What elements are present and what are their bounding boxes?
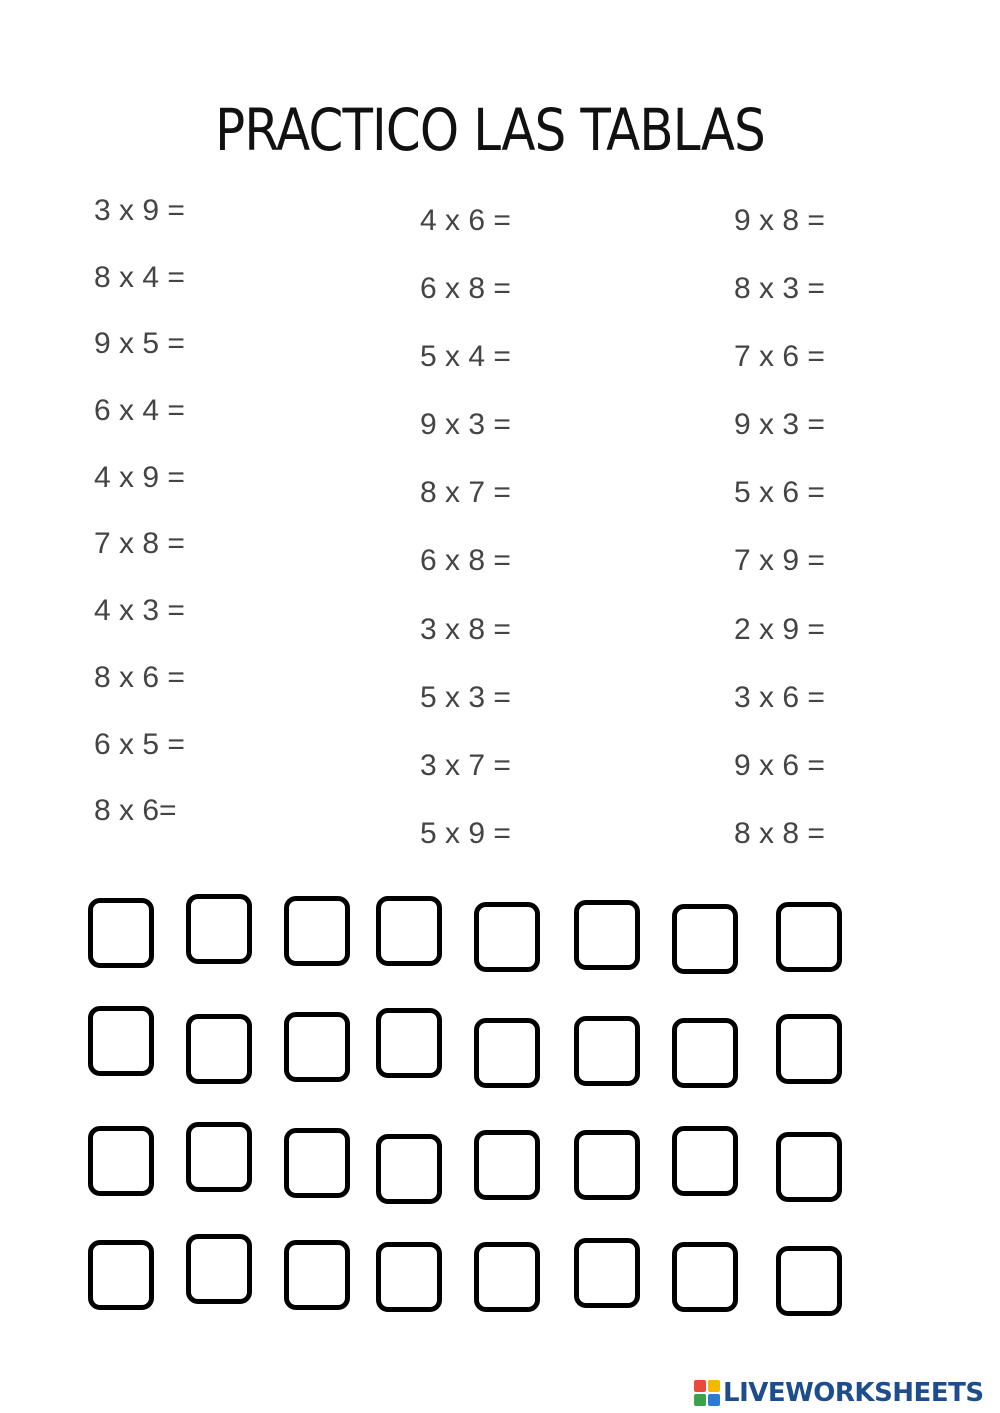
equation: 3 x 8 = [420,612,511,646]
answer-box[interactable] [672,1126,738,1196]
equation: 8 x 4 = [94,260,185,294]
equation: 6 x 8 = [420,272,511,306]
liveworksheets-logo-icon [694,1380,720,1406]
equation: 9 x 6 = [734,748,825,782]
answer-box[interactable] [574,900,640,970]
equation-column-3 [734,206,825,887]
equation: 3 x 6 = [734,680,825,714]
answer-box[interactable] [776,1014,842,1084]
answer-box[interactable] [776,1246,842,1316]
answer-box[interactable] [376,1008,442,1078]
answer-box[interactable] [776,1132,842,1202]
equation: 8 x 8 = [734,816,825,850]
answer-box[interactable] [186,1014,252,1084]
answer-box[interactable] [376,896,442,966]
answer-box[interactable] [186,1122,252,1192]
answer-box[interactable] [186,894,252,964]
equation: 7 x 9 = [734,544,825,578]
liveworksheets-brand [694,1380,984,1406]
answer-box[interactable] [88,1240,154,1310]
equation-column-1 [94,196,185,863]
equation: 8 x 6= [94,794,177,828]
equation: 9 x 8 = [734,204,825,237]
equation: 5 x 4 = [420,340,511,374]
equation: 8 x 6 = [94,660,185,694]
equation: 2 x 9 = [734,612,825,646]
answer-box[interactable] [672,1018,738,1088]
equation: 3 x 9 = [94,194,185,227]
page-title: PRACTICO LAS TABLAS [215,96,765,164]
answer-box[interactable] [284,1128,350,1198]
answer-box[interactable] [574,1238,640,1308]
equation: 3 x 7 = [420,748,511,782]
brand-text: LIVEWORKSHEETS [723,1378,984,1408]
equation: 5 x 3 = [420,680,511,714]
answer-box[interactable] [88,898,154,968]
answer-box[interactable] [474,1018,540,1088]
equation-column-2 [420,206,511,887]
answer-box[interactable] [284,1012,350,1082]
answer-box[interactable] [474,902,540,972]
answer-box[interactable] [284,896,350,966]
answer-box[interactable] [474,1130,540,1200]
equation: 5 x 6 = [734,476,825,510]
answer-box[interactable] [574,1130,640,1200]
answer-box[interactable] [88,1006,154,1076]
answer-box[interactable] [574,1016,640,1086]
answer-box[interactable] [474,1242,540,1312]
equation: 4 x 3 = [94,594,185,628]
equation: 4 x 6 = [420,204,511,237]
equation: 4 x 9 = [94,460,185,494]
equation: 5 x 9 = [420,816,511,850]
equation: 8 x 3 = [734,272,825,306]
equation: 6 x 8 = [420,544,511,578]
equation: 6 x 5 = [94,727,185,761]
equation: 9 x 3 = [734,408,825,442]
answer-box[interactable] [672,904,738,974]
answer-box[interactable] [88,1126,154,1196]
equation: 6 x 4 = [94,394,185,428]
answer-box[interactable] [376,1242,442,1312]
equation: 9 x 5 = [94,327,185,361]
answer-box[interactable] [776,902,842,972]
equation: 7 x 8 = [94,527,185,561]
answer-box[interactable] [672,1242,738,1312]
equation: 7 x 6 = [734,340,825,374]
answer-box[interactable] [186,1234,252,1304]
equation: 8 x 7 = [420,476,511,510]
answer-box[interactable] [376,1134,442,1204]
answer-box[interactable] [284,1240,350,1310]
equation: 9 x 3 = [420,408,511,442]
